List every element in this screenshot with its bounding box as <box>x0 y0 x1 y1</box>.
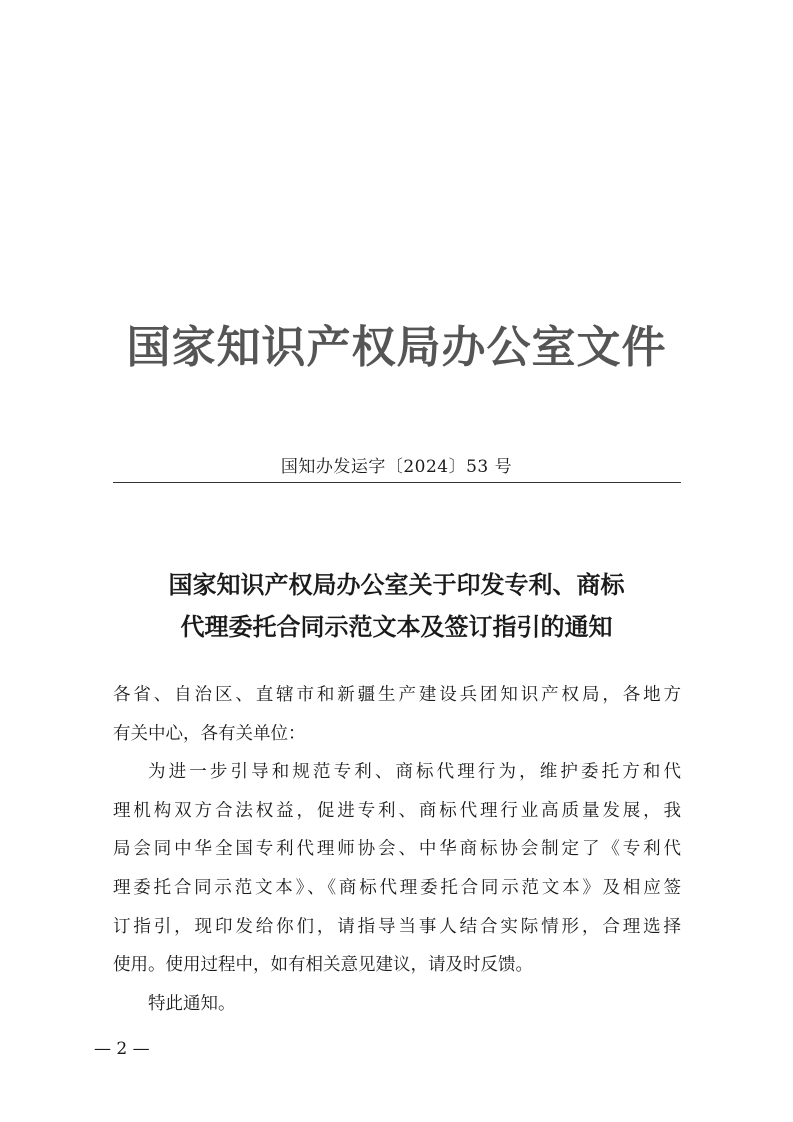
paragraph-line-1: 为进一步引导和规范专利、商标代理行为，维护委托方和代 <box>148 762 681 783</box>
notice-title-line-1: 国家知识产权局办公室关于印发专利、商标 <box>168 571 625 599</box>
addressee-line-2: 有关中心，各有关单位： <box>113 723 306 744</box>
paragraph-line-3: 局会同中华全国专利代理师协会、中华商标协会制定了《专利代 <box>113 839 681 860</box>
issuing-authority-header: 国家知识产权局办公室文件 <box>126 322 667 373</box>
notice-body <box>113 676 681 1023</box>
paragraph-line-4: 理委托合同示范文本》、《商标代理委托合同示范文本》及相应签 <box>113 877 681 898</box>
paragraph-line-6: 使用。使用过程中，如有相关意见建议，请及时反馈。 <box>113 955 533 976</box>
addressee-line-1: 各省、自治区、直辖市和新疆生产建设兵团知识产权局，各地方 <box>113 685 681 705</box>
header-divider <box>113 482 681 483</box>
notice-title <box>100 564 693 648</box>
paragraph-line-5: 订指引，现印发给你们，请指导当事人结合实际情形，合理选择 <box>113 916 681 937</box>
page-number: — 2 — <box>94 1039 150 1059</box>
closing-line: 特此通知。 <box>148 993 236 1014</box>
paragraph-line-2: 理机构双方合法权益，促进专利、商标代理行业高质量发展，我 <box>113 800 681 821</box>
notice-title-line-2: 代理委托合同示范文本及签订指引的通知 <box>180 613 613 641</box>
document-number: 国知办发运字〔2024〕53 号 <box>280 457 513 477</box>
